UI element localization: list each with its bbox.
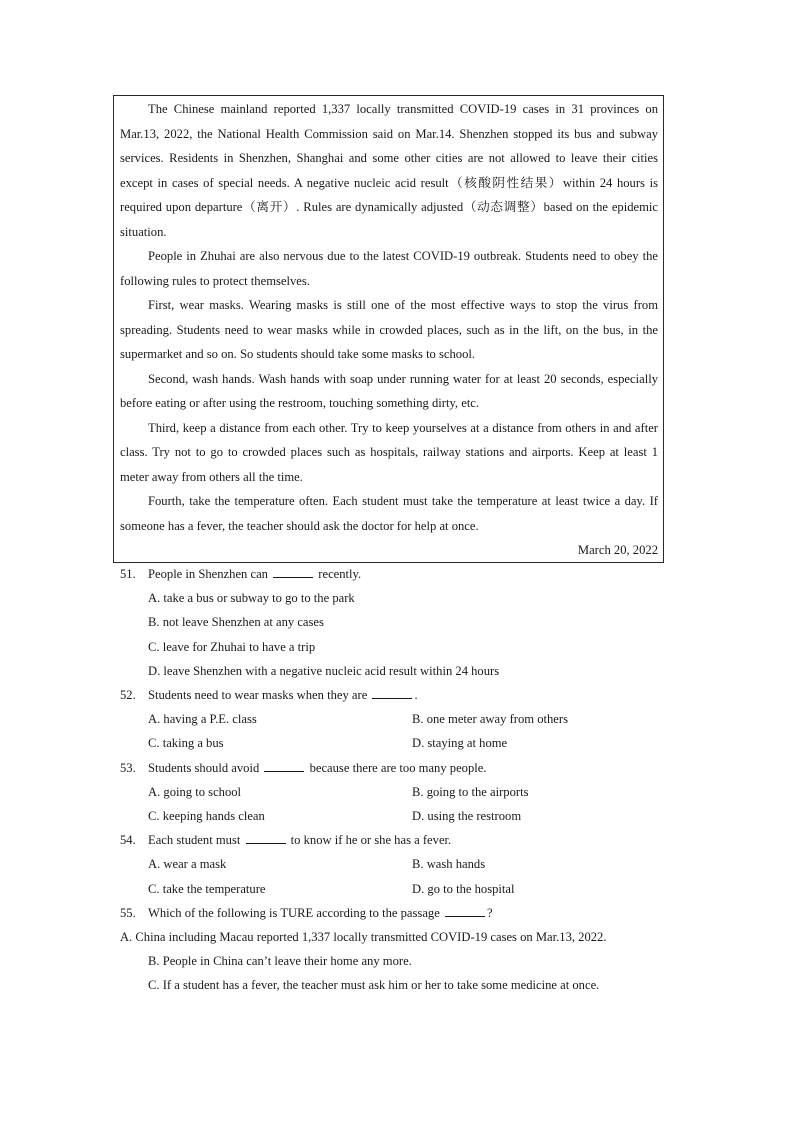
option-a[interactable]: A. take a bus or subway to go to the park [148, 591, 355, 606]
option-c[interactable]: C. leave for Zhuhai to have a trip [148, 639, 316, 654]
option-d[interactable]: D. go to the hospital [412, 881, 515, 896]
option-b[interactable]: B. going to the airports [412, 784, 529, 799]
stem-text-after: because there are too many people. [309, 760, 487, 775]
stem-text-after: to know if he or she has a fever. [290, 833, 452, 848]
option-row [120, 707, 676, 731]
passage-paragraph-5: Third, keep a distance from each other. Try to keep yourselves at a distance from others in and after class. Try not to go to crowded places such as hospitals, railway stations and airports. Keep at least 1 meter away from others all the time. [120, 420, 658, 484]
stem-text-before: Each student must [148, 833, 241, 848]
question-51 [120, 562, 676, 683]
passage-paragraph-4: Second, wash hands. Wash hands with soap under running water for at least 20 seconds, especially before eating or after using the restroom, touching something dirty, etc. [120, 371, 658, 410]
question-stem [120, 756, 676, 780]
stem-text-before: People in Shenzhen can [148, 567, 268, 581]
option-b[interactable]: B. not leave Shenzhen at any cases [148, 615, 324, 630]
option-row [120, 780, 676, 804]
question-52 [120, 683, 676, 756]
question-number: 54. [120, 833, 136, 848]
stem-text-before: Students should avoid [148, 760, 260, 775]
question-number: 55. [120, 905, 136, 920]
question-54 [120, 828, 676, 901]
passage-paragraph-1: The Chinese mainland reported 1,337 locally transmitted COVID-19 cases in 31 provinces on Mar.13, 2022, the National Health Commission said on Mar.14. Shenzhen stopped its bus and subway services. Residents in Shenzhen, Shanghai and some other cities are not allowed to leave their cities except in cases of special needs. A negative nucleic acid result（核酸阴性结果）within 24 hours is required upon departure（离开）. Rules are dynamically adjusted（动态调整）based on the epidemic situation. [120, 102, 658, 239]
question-number: 52. [120, 688, 136, 703]
question-list [120, 562, 676, 998]
option-c[interactable]: C. keeping hands clean [148, 809, 265, 824]
question-stem [120, 562, 676, 586]
answer-blank[interactable] [264, 759, 304, 772]
question-stem [120, 901, 676, 925]
option-row [120, 852, 676, 876]
passage-paragraph-2: People in Zhuhai are also nervous due to the latest COVID-19 outbreak. Students need to obey the following rules to protect themselves. [120, 249, 658, 288]
question-53 [120, 756, 676, 829]
option-a[interactable]: A. having a P.E. class [148, 712, 257, 727]
option-row [120, 804, 676, 828]
passage-paragraph-3: First, wear masks. Wearing masks is still one of the most effective ways to stop the virus from spreading. Students need to wear masks while in crowded places, such as in the lift, on the bus, in the supermarket and so on. So students should take some masks to school. [120, 298, 658, 361]
stem-text-before: Which of the following is TURE according to the passage [148, 905, 440, 920]
option-d[interactable]: D. staying at home [412, 736, 508, 751]
passage-paragraph-6: Fourth, take the temperature often. Each student must take the temperature at least twice a day. If someone has a fever, the teacher should ask the doctor for help at once. [120, 494, 658, 533]
question-stem [120, 828, 676, 852]
option-row [120, 877, 676, 901]
option-b[interactable]: B. wash hands [412, 857, 486, 872]
option-c[interactable]: C. taking a bus [148, 736, 224, 751]
option-a[interactable]: A. China including Macau reported 1,337 locally transmitted COVID-19 cases on Mar.13, 2022. [120, 930, 607, 945]
option-row [120, 731, 676, 755]
question-stem [120, 683, 676, 707]
answer-blank[interactable] [246, 831, 286, 844]
reading-passage-box [113, 95, 664, 563]
question-number: 51. [120, 567, 136, 581]
answer-blank[interactable] [273, 565, 313, 578]
stem-text-after: ? [486, 905, 493, 920]
option-c[interactable]: C. take the temperature [148, 881, 266, 896]
option-d[interactable]: D. using the restroom [412, 809, 522, 824]
stem-text-after: . [414, 688, 418, 703]
question-55 [120, 901, 676, 998]
option-b[interactable]: B. one meter away from others [412, 712, 568, 727]
option-b[interactable]: B. People in China can’t leave their home any more. [148, 954, 412, 969]
passage-date: March 20, 2022 [577, 543, 658, 557]
option-a[interactable]: A. going to school [148, 784, 242, 799]
option-d[interactable]: D. leave Shenzhen with a negative nucleic acid result within 24 hours [148, 663, 500, 678]
answer-blank[interactable] [445, 904, 485, 917]
answer-blank[interactable] [372, 686, 412, 699]
question-number: 53. [120, 760, 136, 775]
option-a[interactable]: A. wear a mask [148, 857, 227, 872]
option-c[interactable]: C. If a student has a fever, the teacher must ask him or her to take some medicine at once. [148, 978, 600, 993]
stem-text-before: Students need to wear masks when they are [148, 688, 368, 703]
stem-text-after: recently. [318, 567, 362, 581]
